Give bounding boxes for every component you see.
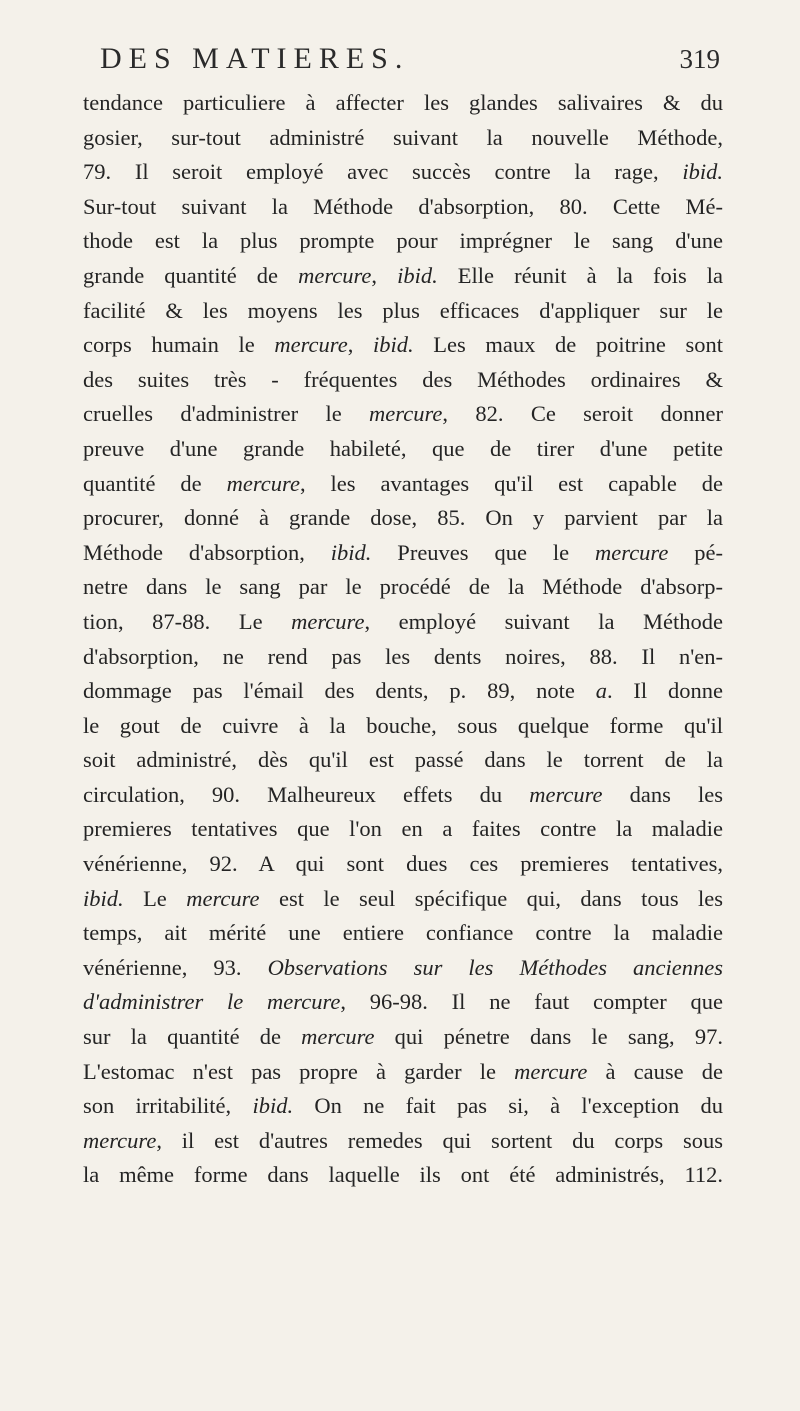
text-run: vénérienne, 92. A qui sont dues ces premieres tentatives, xyxy=(83,851,723,877)
text-run: tion, 87-88. Le xyxy=(83,608,292,634)
italic-text: mercure xyxy=(186,885,260,911)
text-line xyxy=(83,86,723,121)
text-line xyxy=(83,328,723,363)
text-line xyxy=(83,847,723,882)
text-run: est le seul spécifique qui, dans tous les xyxy=(259,885,723,911)
italic-text: ibid. xyxy=(397,262,438,288)
text-run: à cause de xyxy=(587,1058,723,1084)
italic-text: mercure xyxy=(301,1024,375,1050)
text-run: cruelles d'administrer le xyxy=(83,401,370,427)
italic-text: mercure xyxy=(298,262,372,288)
text-run: , employé suivant la Méthode xyxy=(364,608,723,634)
text-run: tendance particuliere à affecter les glandes salivaires & du xyxy=(83,90,723,115)
text-run: , xyxy=(371,262,398,288)
text-run: , xyxy=(347,332,373,358)
text-line xyxy=(83,432,723,467)
italic-text: d'administrer le mercure xyxy=(83,989,341,1015)
italic-text: mercure xyxy=(369,401,443,427)
italic-text: ibid. xyxy=(330,539,372,565)
text-run: Le xyxy=(123,885,187,911)
text-run: la même forme dans laquelle ils ont été administrés, 112. xyxy=(83,1162,723,1188)
italic-text: a xyxy=(595,678,607,704)
text-run: Sur-tout suivant la Méthode d'absorption, 80. Cette Mé- xyxy=(83,193,723,219)
text-line xyxy=(83,951,723,986)
running-head xyxy=(100,42,720,82)
text-run: Les maux de poitrine sont xyxy=(413,332,723,358)
page-number: 319 xyxy=(679,44,720,74)
text-line xyxy=(83,1089,723,1124)
text-run: On ne fait pas si, à l'exception du xyxy=(293,1093,723,1119)
italic-text: ibid. xyxy=(682,159,723,185)
text-run: . Il donne xyxy=(606,678,723,704)
text-run: Preuves que le xyxy=(371,539,596,565)
italic-text: ibid. xyxy=(252,1093,294,1119)
text-run: soit administré, dès qu'il est passé dans le torrent de la xyxy=(83,747,723,773)
text-line xyxy=(83,674,723,709)
text-line xyxy=(83,467,723,502)
text-line xyxy=(83,1124,723,1159)
text-line xyxy=(83,294,723,329)
text-line xyxy=(83,397,723,432)
text-run: netre dans le sang par le procédé de la Méthode d'absorp- xyxy=(83,574,723,600)
text-run: pé- xyxy=(668,539,723,565)
italic-text: ibid. xyxy=(372,332,414,358)
text-line xyxy=(83,812,723,847)
text-run: dans les xyxy=(602,781,723,807)
text-run: 79. Il seroit employé avec succès contre la rage, xyxy=(83,159,683,185)
text-line xyxy=(83,605,723,640)
text-run: procurer, donné à grande dose, 85. On y parvient par la xyxy=(83,505,723,531)
text-line xyxy=(83,570,723,605)
italic-text: mercure xyxy=(291,608,365,634)
italic-text: mercure xyxy=(595,539,669,565)
text-run: circulation, 90. Malheureux effets du xyxy=(83,781,530,807)
italic-text: ibid. xyxy=(83,885,124,911)
text-line xyxy=(83,121,723,156)
text-run: , les avantages qu'il est capable de xyxy=(299,470,723,496)
text-line xyxy=(83,778,723,813)
text-run: preuve d'une grande habileté, que de tirer d'une petite xyxy=(83,435,723,461)
text-line xyxy=(83,501,723,536)
text-line xyxy=(83,224,723,259)
text-run: , 82. Ce seroit donner xyxy=(442,401,723,427)
text-run: quantité de xyxy=(83,470,227,496)
text-run: grande quantité de xyxy=(83,262,299,288)
text-run: dommage pas l'émail des dents, p. 89, note xyxy=(83,678,596,704)
text-line xyxy=(83,1020,723,1055)
text-run: Méthode d'absorption, xyxy=(83,539,331,565)
text-line xyxy=(83,882,723,917)
text-run: des suites très - fréquentes des Méthodes ordinaires & xyxy=(83,366,723,392)
text-run: facilité & les moyens les plus efficaces d'appliquer sur le xyxy=(83,297,723,323)
text-run: corps humain le xyxy=(83,332,275,358)
text-run: L'estomac n'est pas propre à garder le xyxy=(83,1058,515,1084)
italic-text: Observations sur les Méthodes anciennes xyxy=(267,954,723,980)
text-run: Elle réunit à la fois la xyxy=(437,262,723,288)
italic-text: mercure xyxy=(514,1058,588,1084)
running-title: DES MATIERES. xyxy=(100,42,410,75)
text-run: temps, ait mérité une entiere confiance contre la maladie xyxy=(83,920,723,946)
text-line xyxy=(83,640,723,675)
text-line xyxy=(83,985,723,1020)
text-run: le gout de cuivre à la bouche, sous quelque forme qu'il xyxy=(83,712,723,738)
text-line xyxy=(83,1158,723,1193)
italic-text: mercure xyxy=(274,332,348,358)
index-entry-text xyxy=(83,86,723,1193)
text-line xyxy=(83,536,723,571)
text-line xyxy=(83,1055,723,1090)
text-run: thode est la plus prompte pour imprégner le sang d'une xyxy=(83,228,723,254)
text-line xyxy=(83,363,723,398)
italic-text: mercure xyxy=(83,1127,157,1153)
italic-text: mercure xyxy=(226,470,300,496)
text-line xyxy=(83,259,723,294)
text-line xyxy=(83,155,723,190)
text-run: , il est d'autres remedes qui sortent du corps sous xyxy=(156,1127,723,1153)
text-run: vénérienne, 93. xyxy=(83,954,268,980)
text-run: gosier, sur-tout administré suivant la nouvelle Méthode, xyxy=(83,124,723,150)
text-line xyxy=(83,709,723,744)
text-run: , 96-98. Il ne faut compter que xyxy=(340,989,723,1015)
text-run: son irritabilité, xyxy=(83,1093,253,1119)
text-run: qui pénetre dans le sang, 97. xyxy=(374,1024,723,1050)
italic-text: mercure xyxy=(529,781,603,807)
text-line xyxy=(83,190,723,225)
text-run: d'absorption, ne rend pas les dents noires, 88. Il n'en- xyxy=(83,643,723,669)
text-line xyxy=(83,916,723,951)
text-run: sur la quantité de xyxy=(83,1024,302,1050)
text-line xyxy=(83,743,723,778)
text-run: premieres tentatives que l'on en a faites contre la maladie xyxy=(83,816,723,842)
